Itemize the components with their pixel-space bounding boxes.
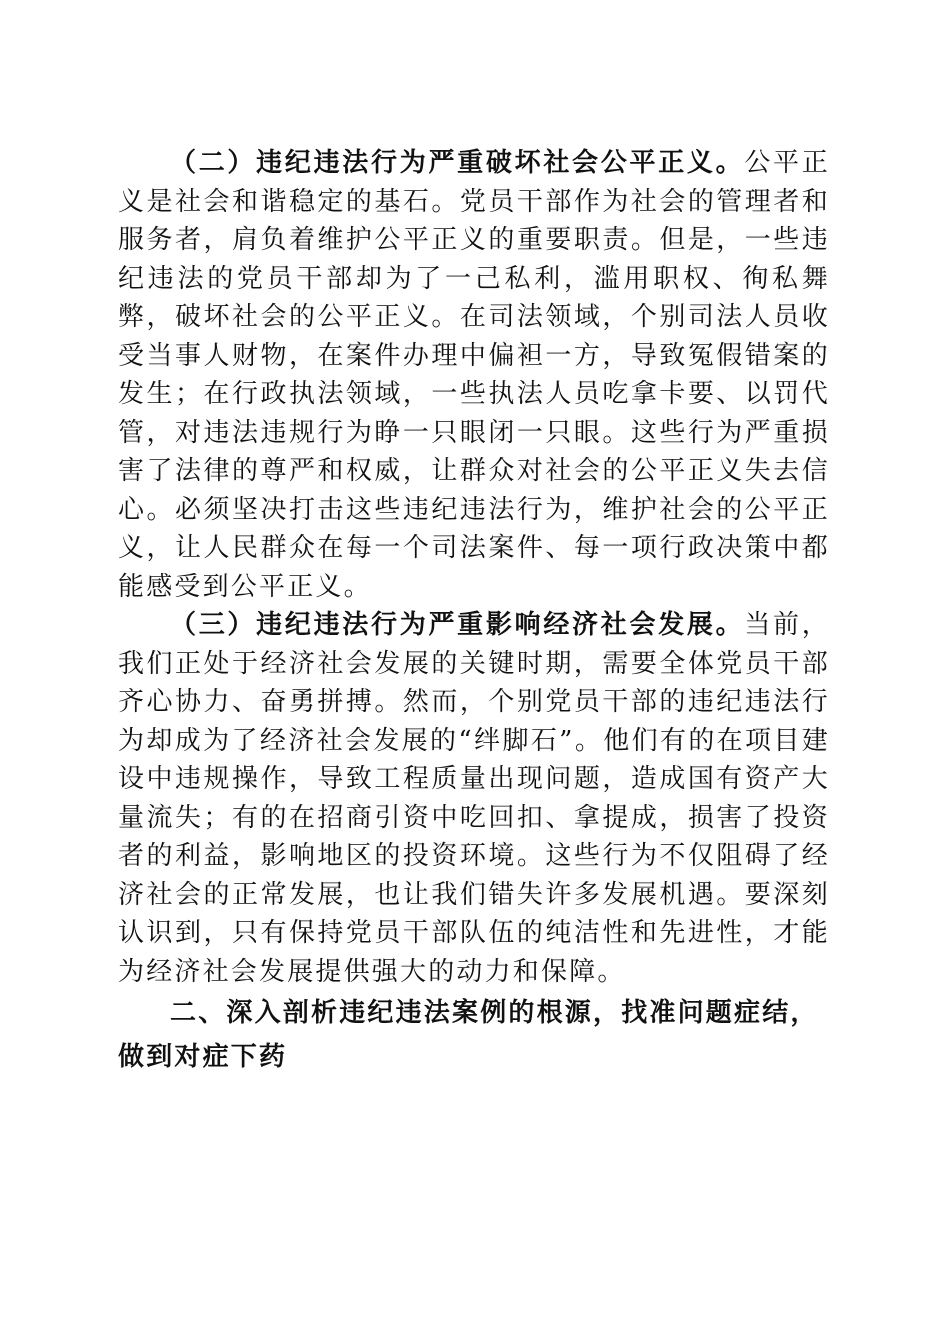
section-heading: 二、深入剖析违纪违法案例的根源，找准问题症结，做到对症下药 [118,998,819,1072]
paragraph-body: 公平正义是社会和谐稳定的基石。党员干部作为社会的管理者和服务者，肩负着维护公平正义的重要职责。但是，一些违纪违法的党员干部却为了一己私利，滥用职权、徇私舞弊，破坏社会的公平正义。在司法领域，个别司法人员收受当事人财物，在案件办理中偏袒一方，导致冤假错案的发生；在行政执法领域，一些执法人员吃拿卡要、以罚代管，对违法违规行为睁一只眼闭一只眼。这些行为严重损害了法律的尊严和权威，让群众对社会的公平正义失去信心。必须坚决打击这些违纪违法行为，维护社会的公平正义，让人民群众在每一个司法案件、每一项行政决策中都能感受到公平正义。 [118,148,830,602]
document-body [118,144,830,1079]
paragraph-social-justice [118,144,830,606]
paragraph-lead: （三）违纪违法行为严重影响经济社会发展。 [170,610,745,640]
paragraph-lead: （二）违纪违法行为严重破坏社会公平正义。 [170,148,745,178]
paragraph-economic-development [118,606,830,991]
paragraph-body: 当前，我们正处于经济社会发展的关键时期，需要全体党员干部齐心协力、奋勇拼搏。然而，个别党员干部的违纪违法行为却成为了经济社会发展的“绊脚石”。他们有的在项目建设中违规操作，导致工程质量出现问题，造成国有资产大量流失；有的在招商引资中吃回扣、拿提成，损害了投资者的利益，影响地区的投资环境。这些行为不仅阻碍了经济社会的正常发展，也让我们错失许多发展机遇。要深刻认识到，只有保持党员干部队伍的纯洁性和先进性，才能为经济社会发展提供强大的动力和保障。 [118,610,830,987]
